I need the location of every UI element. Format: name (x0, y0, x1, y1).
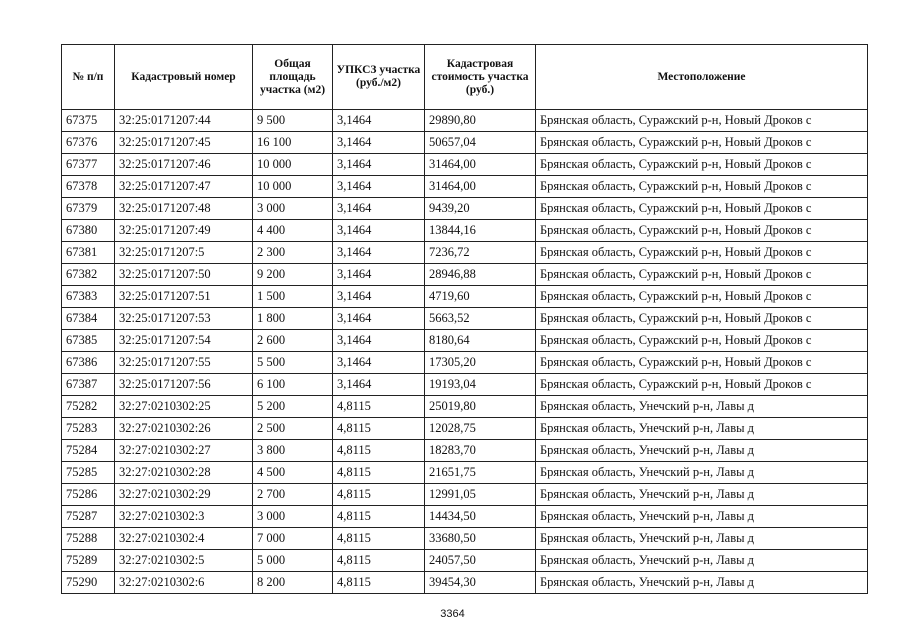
cell-cadastral-value: 9439,20 (425, 198, 536, 220)
table-row (62, 374, 868, 396)
cell-upksz: 4,8115 (333, 506, 425, 528)
cell-upksz: 3,1464 (333, 308, 425, 330)
cell-cadastral-value: 25019,80 (425, 396, 536, 418)
header-row (62, 45, 868, 110)
cell-index: 67386 (62, 352, 115, 374)
header-location: Местоположение (536, 45, 868, 110)
cell-index: 75287 (62, 506, 115, 528)
cell-cadastral-value: 28946,88 (425, 264, 536, 286)
cell-cadastral-value: 19193,04 (425, 374, 536, 396)
cell-cadastral-value: 14434,50 (425, 506, 536, 528)
cell-cadastral-value: 24057,50 (425, 550, 536, 572)
cell-index: 75285 (62, 462, 115, 484)
table-row (62, 220, 868, 242)
cell-cadastral-value: 33680,50 (425, 528, 536, 550)
cell-location: Брянская область, Суражский р-н, Новый Дроков с (536, 374, 868, 396)
table-row (62, 418, 868, 440)
cell-index: 75286 (62, 484, 115, 506)
cell-cadastral-number: 32:25:0171207:48 (115, 198, 253, 220)
table-row (62, 462, 868, 484)
table-row (62, 352, 868, 374)
cell-index: 67376 (62, 132, 115, 154)
cell-upksz: 3,1464 (333, 374, 425, 396)
cell-index: 67379 (62, 198, 115, 220)
cell-area: 2 700 (253, 484, 333, 506)
cell-area: 3 000 (253, 198, 333, 220)
cell-area: 2 600 (253, 330, 333, 352)
cell-cadastral-value: 13844,16 (425, 220, 536, 242)
cell-area: 2 300 (253, 242, 333, 264)
table-row (62, 176, 868, 198)
cell-area: 9 200 (253, 264, 333, 286)
cell-upksz: 4,8115 (333, 528, 425, 550)
cell-cadastral-value: 5663,52 (425, 308, 536, 330)
table-row (62, 550, 868, 572)
cell-upksz: 4,8115 (333, 396, 425, 418)
cell-area: 7 000 (253, 528, 333, 550)
cell-location: Брянская область, Суражский р-н, Новый Дроков с (536, 330, 868, 352)
table-row (62, 506, 868, 528)
cell-area: 9 500 (253, 110, 333, 132)
cell-upksz: 3,1464 (333, 220, 425, 242)
table-row (62, 110, 868, 132)
cell-index: 75282 (62, 396, 115, 418)
cell-area: 2 500 (253, 418, 333, 440)
cell-cadastral-value: 17305,20 (425, 352, 536, 374)
cell-upksz: 4,8115 (333, 462, 425, 484)
cell-location: Брянская область, Суражский р-н, Новый Дроков с (536, 242, 868, 264)
cell-cadastral-number: 32:25:0171207:47 (115, 176, 253, 198)
cell-cadastral-value: 21651,75 (425, 462, 536, 484)
cell-cadastral-number: 32:27:0210302:5 (115, 550, 253, 572)
cadastral-table (61, 44, 868, 594)
cell-cadastral-number: 32:25:0171207:5 (115, 242, 253, 264)
table-body (62, 110, 868, 594)
cell-area: 6 100 (253, 374, 333, 396)
cell-index: 67378 (62, 176, 115, 198)
cell-cadastral-value: 18283,70 (425, 440, 536, 462)
cell-upksz: 3,1464 (333, 352, 425, 374)
table-row (62, 572, 868, 594)
cell-index: 67383 (62, 286, 115, 308)
cell-cadastral-value: 8180,64 (425, 330, 536, 352)
table-header (62, 45, 868, 110)
table-row (62, 264, 868, 286)
cell-cadastral-number: 32:25:0171207:49 (115, 220, 253, 242)
cell-cadastral-value: 39454,30 (425, 572, 536, 594)
cell-index: 67384 (62, 308, 115, 330)
cell-cadastral-value: 31464,00 (425, 154, 536, 176)
table-row (62, 528, 868, 550)
table-row (62, 440, 868, 462)
header-cadastral-value: Кадастровая стоимость участка (руб.) (425, 45, 536, 110)
cell-index: 67375 (62, 110, 115, 132)
cell-upksz: 3,1464 (333, 286, 425, 308)
cell-area: 1 500 (253, 286, 333, 308)
cell-upksz: 3,1464 (333, 154, 425, 176)
table-row (62, 154, 868, 176)
cell-index: 67377 (62, 154, 115, 176)
cell-upksz: 3,1464 (333, 198, 425, 220)
cell-cadastral-number: 32:25:0171207:50 (115, 264, 253, 286)
cell-area: 16 100 (253, 132, 333, 154)
cell-upksz: 4,8115 (333, 440, 425, 462)
cell-upksz: 3,1464 (333, 110, 425, 132)
cell-location: Брянская область, Суражский р-н, Новый Дроков с (536, 176, 868, 198)
cell-index: 75288 (62, 528, 115, 550)
cell-cadastral-value: 12028,75 (425, 418, 536, 440)
cell-cadastral-number: 32:25:0171207:53 (115, 308, 253, 330)
cell-location: Брянская область, Унечский р-н, Лавы д (536, 506, 868, 528)
cell-location: Брянская область, Суражский р-н, Новый Дроков с (536, 352, 868, 374)
cell-location: Брянская область, Унечский р-н, Лавы д (536, 418, 868, 440)
cell-upksz: 3,1464 (333, 330, 425, 352)
table-row (62, 286, 868, 308)
cell-cadastral-value: 50657,04 (425, 132, 536, 154)
cell-location: Брянская область, Суражский р-н, Новый Дроков с (536, 264, 868, 286)
cell-upksz: 4,8115 (333, 550, 425, 572)
cell-location: Брянская область, Суражский р-н, Новый Дроков с (536, 308, 868, 330)
cell-area: 10 000 (253, 154, 333, 176)
table-row (62, 198, 868, 220)
cell-location: Брянская область, Суражский р-н, Новый Дроков с (536, 198, 868, 220)
cell-location: Брянская область, Суражский р-н, Новый Дроков с (536, 110, 868, 132)
cell-location: Брянская область, Унечский р-н, Лавы д (536, 528, 868, 550)
cell-index: 67387 (62, 374, 115, 396)
cell-area: 5 200 (253, 396, 333, 418)
cell-index: 75290 (62, 572, 115, 594)
cell-upksz: 4,8115 (333, 418, 425, 440)
cell-location: Брянская область, Суражский р-н, Новый Дроков с (536, 132, 868, 154)
page-number: 3364 (440, 608, 465, 620)
cell-cadastral-number: 32:27:0210302:29 (115, 484, 253, 506)
cell-index: 67381 (62, 242, 115, 264)
cell-cadastral-number: 32:27:0210302:27 (115, 440, 253, 462)
cell-upksz: 3,1464 (333, 264, 425, 286)
cell-area: 3 800 (253, 440, 333, 462)
cell-cadastral-number: 32:25:0171207:54 (115, 330, 253, 352)
cell-cadastral-number: 32:27:0210302:6 (115, 572, 253, 594)
header-index: № п/п (62, 45, 115, 110)
cell-index: 67380 (62, 220, 115, 242)
cell-location: Брянская область, Унечский р-н, Лавы д (536, 572, 868, 594)
cell-cadastral-number: 32:25:0171207:44 (115, 110, 253, 132)
cell-cadastral-number: 32:25:0171207:51 (115, 286, 253, 308)
cell-cadastral-number: 32:27:0210302:3 (115, 506, 253, 528)
cell-cadastral-value: 4719,60 (425, 286, 536, 308)
header-area: Общая площадь участка (м2) (253, 45, 333, 110)
cell-index: 67382 (62, 264, 115, 286)
cell-location: Брянская область, Унечский р-н, Лавы д (536, 462, 868, 484)
cell-cadastral-number: 32:27:0210302:28 (115, 462, 253, 484)
cell-location: Брянская область, Унечский р-н, Лавы д (536, 484, 868, 506)
cell-area: 10 000 (253, 176, 333, 198)
header-cadastral-number: Кадастровый номер (115, 45, 253, 110)
cell-upksz: 4,8115 (333, 484, 425, 506)
cell-cadastral-number: 32:27:0210302:26 (115, 418, 253, 440)
cell-cadastral-number: 32:27:0210302:4 (115, 528, 253, 550)
cell-area: 4 400 (253, 220, 333, 242)
cell-area: 3 000 (253, 506, 333, 528)
cell-index: 67385 (62, 330, 115, 352)
cell-area: 8 200 (253, 572, 333, 594)
table-row (62, 396, 868, 418)
cell-cadastral-number: 32:25:0171207:55 (115, 352, 253, 374)
cell-location: Брянская область, Унечский р-н, Лавы д (536, 396, 868, 418)
cell-cadastral-number: 32:25:0171207:46 (115, 154, 253, 176)
cell-upksz: 4,8115 (333, 572, 425, 594)
cell-location: Брянская область, Суражский р-н, Новый Дроков с (536, 154, 868, 176)
cell-upksz: 3,1464 (333, 176, 425, 198)
cell-index: 75289 (62, 550, 115, 572)
cell-area: 5 500 (253, 352, 333, 374)
cell-area: 5 000 (253, 550, 333, 572)
cell-cadastral-number: 32:27:0210302:25 (115, 396, 253, 418)
header-upksz: УПКСЗ участка (руб./м2) (333, 45, 425, 110)
cell-cadastral-number: 32:25:0171207:45 (115, 132, 253, 154)
cell-upksz: 3,1464 (333, 132, 425, 154)
cell-location: Брянская область, Суражский р-н, Новый Дроков с (536, 286, 868, 308)
cell-upksz: 3,1464 (333, 242, 425, 264)
cell-cadastral-value: 12991,05 (425, 484, 536, 506)
cell-cadastral-number: 32:25:0171207:56 (115, 374, 253, 396)
table-row (62, 242, 868, 264)
table-row (62, 132, 868, 154)
cell-location: Брянская область, Унечский р-н, Лавы д (536, 440, 868, 462)
cell-index: 75283 (62, 418, 115, 440)
cell-area: 4 500 (253, 462, 333, 484)
cell-location: Брянская область, Суражский р-н, Новый Дроков с (536, 220, 868, 242)
cell-location: Брянская область, Унечский р-н, Лавы д (536, 550, 868, 572)
cell-index: 75284 (62, 440, 115, 462)
cell-cadastral-value: 31464,00 (425, 176, 536, 198)
cell-cadastral-value: 29890,80 (425, 110, 536, 132)
table-row (62, 484, 868, 506)
table-row (62, 308, 868, 330)
cell-cadastral-value: 7236,72 (425, 242, 536, 264)
cell-area: 1 800 (253, 308, 333, 330)
table-row (62, 330, 868, 352)
